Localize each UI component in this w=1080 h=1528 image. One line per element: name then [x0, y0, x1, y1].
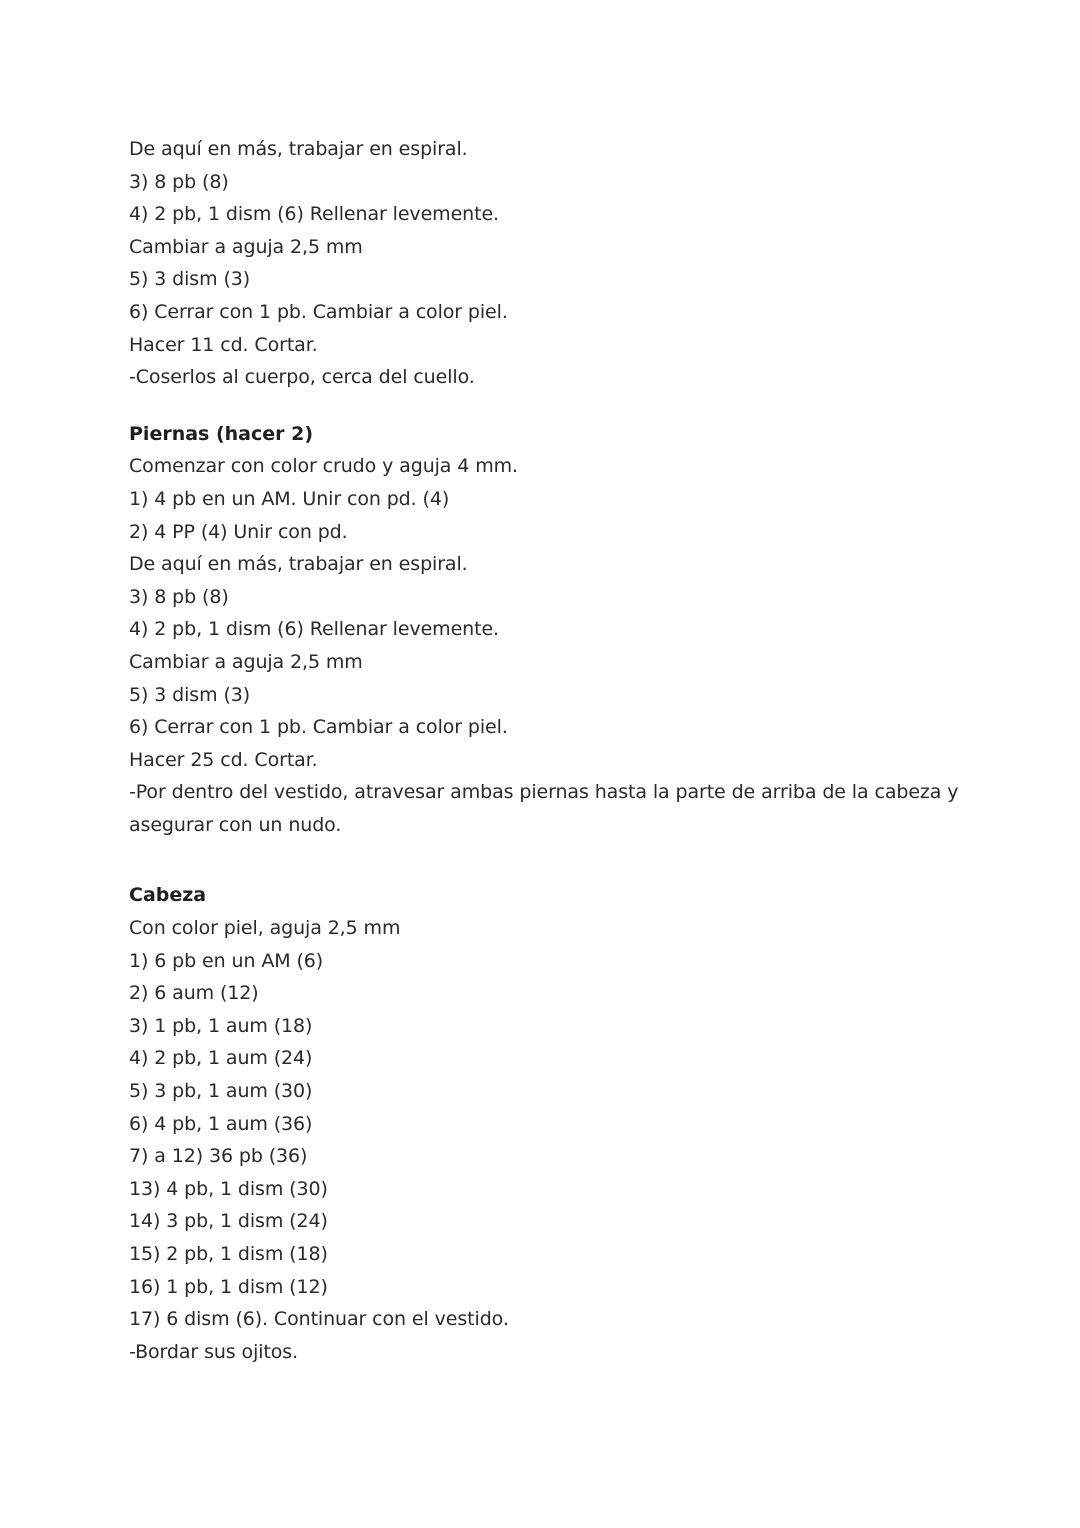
text-line: 5) 3 dism (3)	[129, 268, 251, 291]
text-line: 4) 2 pb, 1 dism (6) Rellenar levemente.	[129, 203, 499, 226]
section-heading: Piernas (hacer 2)	[129, 422, 314, 445]
text-line: 5) 3 dism (3)	[129, 683, 251, 706]
text-line: 3) 1 pb, 1 aum (18)	[129, 1014, 313, 1037]
text-line: 1) 4 pb en un AM. Unir con pd. (4)	[129, 487, 450, 510]
text-line: Hacer 11 cd. Cortar.	[129, 333, 318, 356]
text-line: -Bordar sus ojitos.	[129, 1340, 299, 1363]
text-line: 14) 3 pb, 1 dism (24)	[129, 1210, 328, 1233]
text-line: Cambiar a aguja 2,5 mm	[129, 650, 363, 673]
text-line: -Coserlos al cuerpo, cerca del cuello.	[129, 366, 475, 389]
text-line: 13) 4 pb, 1 dism (30)	[129, 1177, 328, 1200]
text-line: 6) Cerrar con 1 pb. Cambiar a color piel.	[129, 716, 508, 739]
text-line: Hacer 25 cd. Cortar.	[129, 748, 318, 771]
text-line: 6) 4 pb, 1 aum (36)	[129, 1112, 313, 1135]
text-line: Cambiar a aguja 2,5 mm	[129, 235, 363, 258]
text-line: 4) 2 pb, 1 aum (24)	[129, 1047, 313, 1070]
intro-section	[129, 133, 1029, 394]
piernas-section	[129, 418, 1029, 842]
text-line: 7) a 12) 36 pb (36)	[129, 1145, 308, 1168]
text-line: 6) Cerrar con 1 pb. Cambiar a color piel.	[129, 300, 508, 323]
text-line: 4) 2 pb, 1 dism (6) Rellenar levemente.	[129, 618, 499, 641]
document-page	[129, 133, 1029, 1368]
text-line: 2) 4 PP (4) Unir con pd.	[129, 520, 348, 543]
text-paragraph: -Por dentro del vestido, atravesar ambas piernas hasta la parte de arriba de la cabeza y asegurar con un nudo.	[129, 781, 959, 836]
section-heading: Cabeza	[129, 884, 207, 907]
text-line: Comenzar con color crudo y aguja 4 mm.	[129, 455, 518, 478]
text-line: 3) 8 pb (8)	[129, 170, 229, 193]
text-line: 17) 6 dism (6). Continuar con el vestido.	[129, 1308, 509, 1331]
cabeza-section	[129, 879, 1029, 1368]
text-line: 16) 1 pb, 1 dism (12)	[129, 1275, 328, 1298]
text-line: 3) 8 pb (8)	[129, 585, 229, 608]
text-line: De aquí en más, trabajar en espiral.	[129, 138, 468, 160]
text-line: 2) 6 aum (12)	[129, 982, 259, 1005]
text-line: Con color piel, aguja 2,5 mm	[129, 917, 401, 940]
text-line: 5) 3 pb, 1 aum (30)	[129, 1080, 313, 1103]
text-line: 1) 6 pb en un AM (6)	[129, 949, 324, 972]
text-line: De aquí en más, trabajar en espiral.	[129, 553, 468, 576]
text-line: 15) 2 pb, 1 dism (18)	[129, 1243, 328, 1265]
